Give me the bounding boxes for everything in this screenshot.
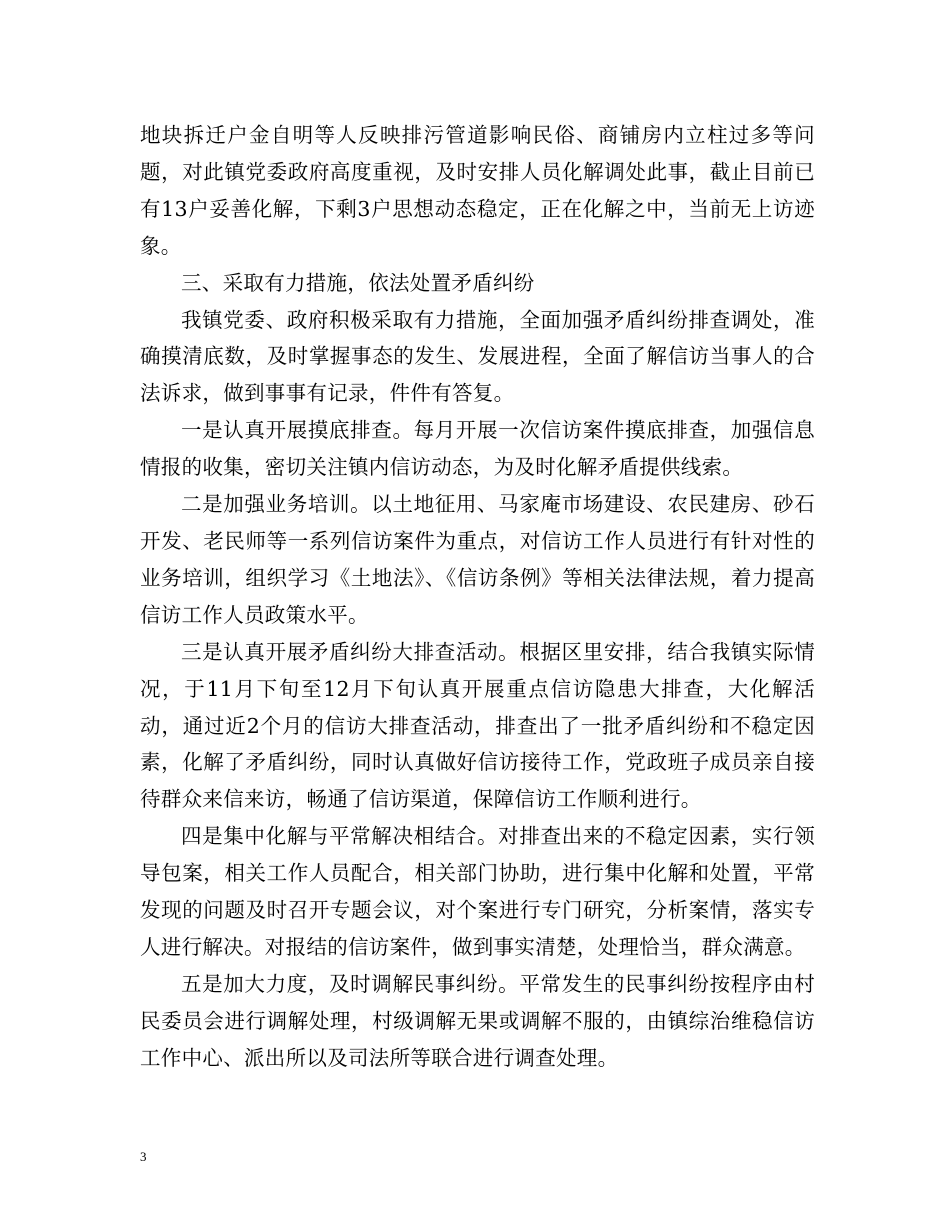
paragraph-item-1: 一是认真开展摸底排查。每月开展一次信访案件摸底排查，加强信息情报的收集，密切关注镇内信访动态，为及时化解矛盾提供线索。	[140, 418, 815, 480]
paragraph-item-4: 四是集中化解与平常解决相结合。对排查出来的不稳定因素，实行领导包案，相关工作人员配合，相关部门协助，进行集中化解和处置，平常发现的问题及时召开专题会议，对个案进行专门研究，分析案情，落实专人进行解决。对报结的信访案件，做到事实清楚，处理恰当，群众满意。	[140, 824, 815, 959]
paragraph-item-2: 二是加强业务培训。以土地征用、马家庵市场建设、农民建房、砂石开发、老民师等一系列信访案件为重点，对信访工作人员进行有针对性的业务培训，组织学习《土地法》、《信访条例》等相关法律法规，着力提高信访工作人员政策水平。	[140, 492, 815, 627]
paragraph-item-5: 五是加大力度，及时调解民事纠纷。平常发生的民事纠纷按程序由村民委员会进行调解处理，村级调解无果或调解不服的，由镇综治维稳信访工作中心、派出所以及司法所等联合进行调查处理。	[140, 971, 815, 1070]
section-heading: 三、采取有力措施，依法处置矛盾纠纷	[181, 270, 535, 295]
document-body	[140, 117, 815, 1077]
paragraph-item-3: 三是认真开展矛盾纠纷大排查活动。根据区里安排，结合我镇实际情况，于11月下旬至12月下旬认真开展重点信访隐患大排查，大化解活动，通过近2个月的信访大排查活动，排查出了一批矛盾纠纷和不稳定因素，化解了矛盾纠纷，同时认真做好信访接待工作，党政班子成员亲自接待群众来信来访，畅通了信访渠道，保障信访工作顺利进行。	[140, 639, 815, 812]
paragraph-intro: 我镇党委、政府积极采取有力措施，全面加强矛盾纠纷排查调处，准确摸清底数，及时掌握事态的发生、发展进程，全面了解信访当事人的合法诉求，做到事事有记录，件件有答复。	[140, 307, 815, 406]
paragraph-continuation: 地块拆迁户金自明等人反映排污管道影响民俗、商铺房内立柱过多等问题，对此镇党委政府高度重视，及时安排人员化解调处此事，截止目前已有13户妥善化解，下剩3户思想动态稳定，正在化解之中，当前无上访迹象。	[140, 123, 815, 258]
page-number: 3	[140, 1149, 147, 1164]
